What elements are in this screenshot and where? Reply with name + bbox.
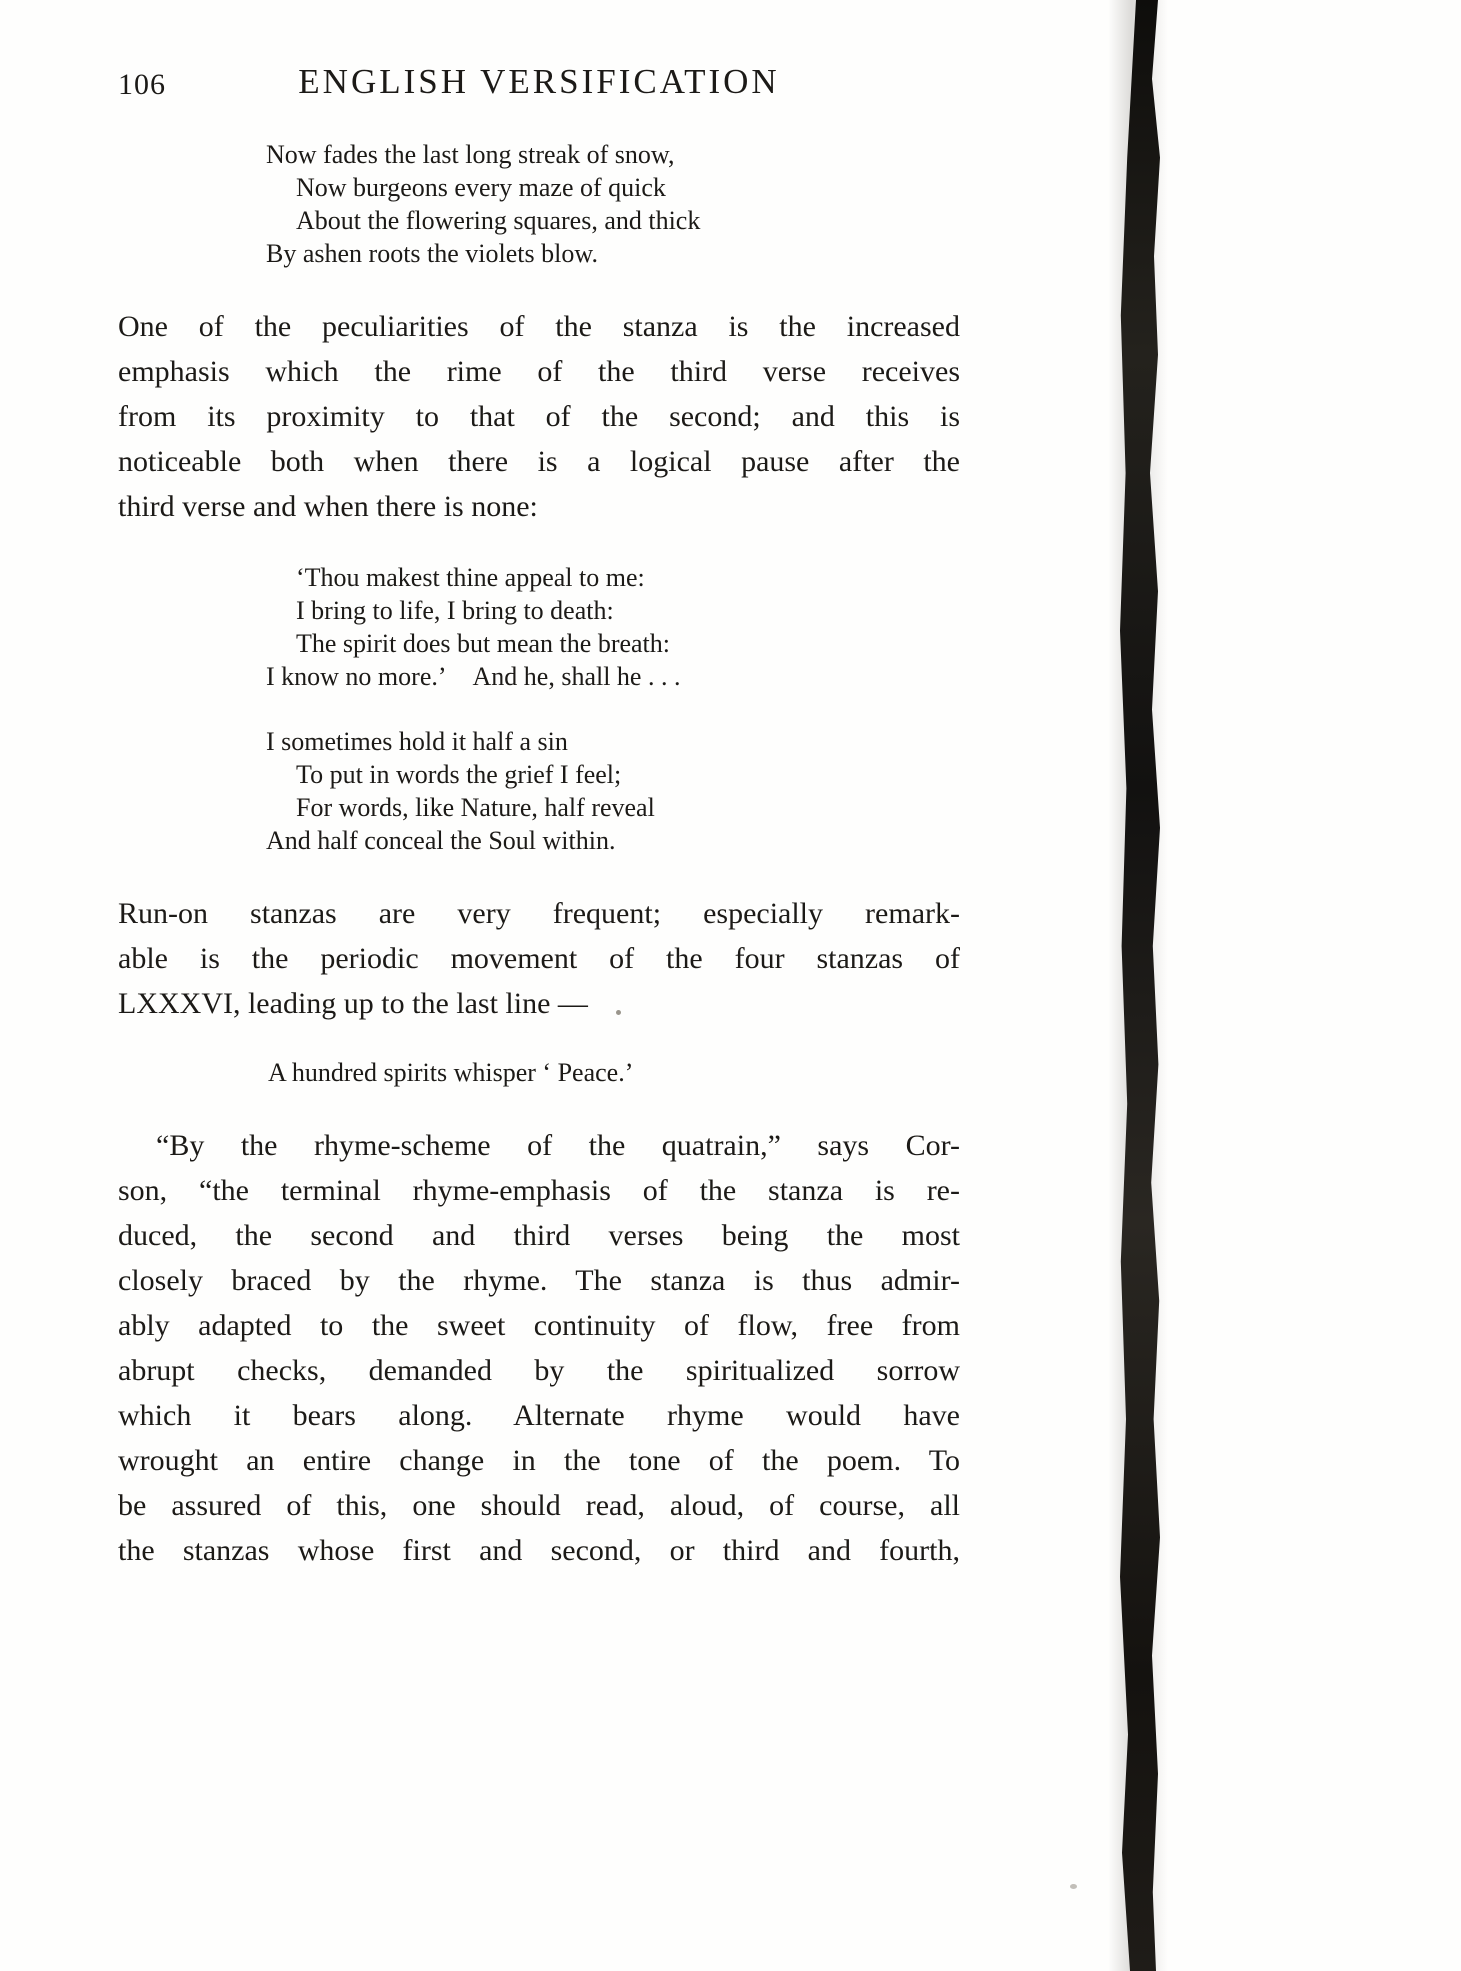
prose-paragraph-1: [118, 304, 960, 529]
text-line: LXXXVI, leading up to the last line —: [118, 987, 588, 1020]
text-line: closely braced by the rhyme. The stanza is thus admir-: [118, 1264, 960, 1297]
verse-quotation-3: [266, 725, 960, 857]
text-column: [118, 62, 960, 1573]
scan-speck: [616, 1010, 621, 1015]
poem-line: For words, like Nature, half reveal: [296, 793, 655, 822]
scan-speck: [1070, 1884, 1077, 1889]
text-line: abrupt checks, demanded by the spiritualized sorrow: [118, 1354, 960, 1387]
text-line: from its proximity to that of the second; and this is: [118, 400, 960, 433]
poem-line: Now burgeons every maze of quick: [296, 173, 666, 202]
running-header: [118, 62, 960, 106]
text-line: emphasis which the rime of the third verse receives: [118, 355, 960, 388]
text-line: ably adapted to the sweet continuity of flow, free from: [118, 1309, 960, 1342]
poem-line: I bring to life, I bring to death:: [296, 596, 614, 625]
prose-paragraph-3: [118, 1123, 960, 1573]
text-line: which it bears along. Alternate rhyme would have: [118, 1399, 960, 1432]
poem-line: I sometimes hold it half a sin: [266, 727, 568, 756]
poem-line: About the flowering squares, and thick: [296, 206, 701, 235]
poem-line: I know no more.’ And he, shall he . . .: [266, 662, 681, 691]
text-line: “By the rhyme-scheme of the quatrain,” says Cor-: [156, 1129, 960, 1162]
text-line: son, “the terminal rhyme-emphasis of the stanza is re-: [118, 1174, 960, 1207]
text-line: noticeable both when there is a logical pause after the: [118, 445, 960, 478]
text-line: able is the periodic movement of the four stanzas of: [118, 942, 960, 975]
verse-quotation-2: [266, 561, 960, 693]
poem-line: ‘Thou makest thine appeal to me:: [296, 563, 645, 592]
running-header-title: ENGLISH VERSIFICATION: [298, 62, 780, 101]
text-line: One of the peculiarities of the stanza is the increased: [118, 310, 960, 343]
verse-quotation-4: A hundred spirits whisper ‘ Peace.’: [268, 1058, 634, 1087]
poem-line: Now fades the last long streak of snow,: [266, 140, 675, 169]
poem-line: To put in words the grief I feel;: [296, 760, 622, 789]
text-line: the stanzas whose first and second, or third and fourth,: [118, 1534, 960, 1567]
text-line: duced, the second and third verses being the most: [118, 1219, 960, 1252]
poem-line: By ashen roots the violets blow.: [266, 239, 598, 268]
poem-line: And half conceal the Soul within.: [266, 826, 616, 855]
text-line: wrought an entire change in the tone of the poem. To: [118, 1444, 960, 1477]
prose-paragraph-2: [118, 891, 960, 1026]
text-line: Run-on stanzas are very frequent; especially remark-: [118, 897, 960, 930]
poem-line: The spirit does but mean the breath:: [296, 629, 671, 658]
text-line: be assured of this, one should read, aloud, of course, all: [118, 1489, 960, 1522]
verse-quotation-1: [266, 138, 960, 270]
text-line: third verse and when there is none:: [118, 490, 538, 523]
page-number: 106: [118, 68, 166, 101]
